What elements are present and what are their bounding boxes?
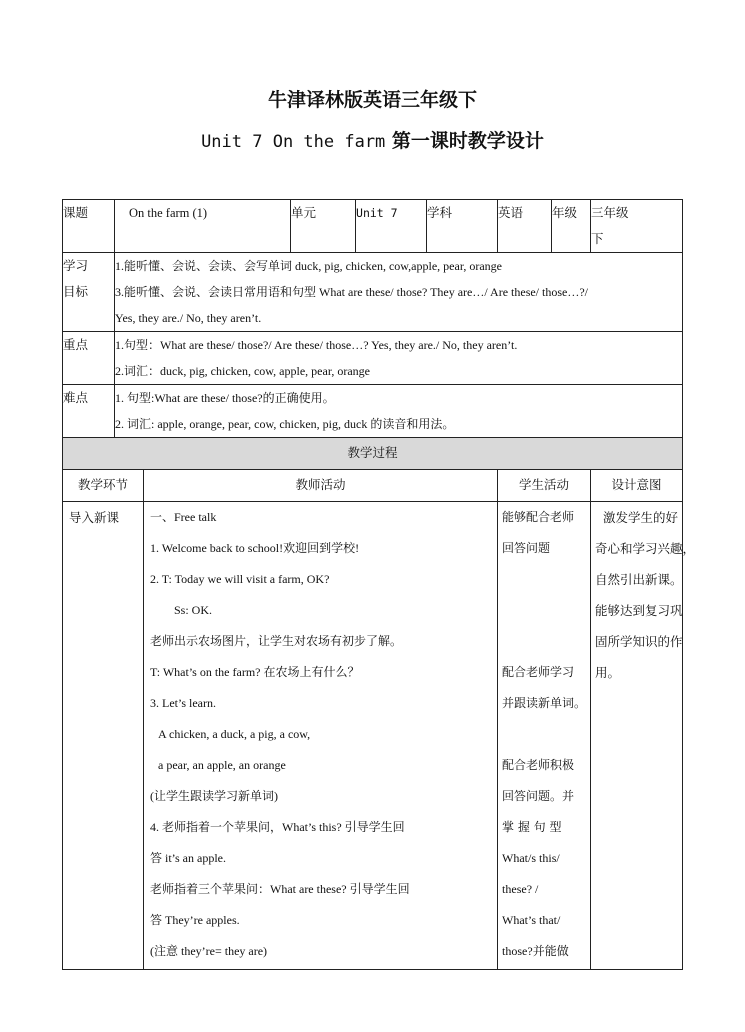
process-section-row <box>63 438 683 470</box>
intent-line: 奇心和学习兴趣， <box>595 541 696 556</box>
teacher-line: 一、Free talk <box>150 510 217 524</box>
intent-line: 用。 <box>595 665 621 680</box>
col-teacher-header: 教师活动 <box>144 470 498 502</box>
goals-line-3: Yes, they are./ No, they aren’t. <box>115 311 262 325</box>
student-line: these? / <box>502 882 539 896</box>
goals-line-2: 3.能听懂、会说、会读日常用语和句型 What are these/ those? They are…/ Are these/ those…?/ <box>115 285 589 299</box>
teacher-line: 答 it’s an apple. <box>150 851 226 865</box>
key-points-line-2: 2.词汇：duck, pig, chicken, cow, apple, pear, orange <box>115 364 370 378</box>
process-header-row <box>63 470 683 502</box>
topic-label: 课题 <box>63 200 115 253</box>
student-line: 配合老师积极 <box>502 758 575 772</box>
teacher-activity <box>144 502 498 970</box>
difficulties-line-2: 2. 词汇: apple, orange, pear, cow, chicken, pig, duck 的读音和用法。 <box>115 417 455 431</box>
col-student-header: 学生活动 <box>498 470 591 502</box>
goals-content <box>115 253 683 332</box>
grade-value <box>591 200 683 253</box>
teacher-line: T: What’s on the farm? 在农场上有什么？ <box>150 665 360 679</box>
goals-label-line-1: 学习 <box>63 258 89 273</box>
teacher-line: 2. T: Today we will visit a farm, OK? <box>150 572 330 586</box>
teacher-line: 老师指着三个苹果问：What are these? 引导学生回 <box>150 882 410 896</box>
student-line: those?并能做 <box>502 944 569 958</box>
info-row <box>63 200 683 253</box>
subtitle-unit: Unit 7 On the farm <box>201 132 386 152</box>
grade-value-line-2: 下 <box>591 231 604 246</box>
difficulties-label: 难点 <box>63 385 115 438</box>
unit-label: 单元 <box>291 200 356 253</box>
student-line: What/s this/ <box>502 851 560 865</box>
stage-intro: 导入新课 <box>63 502 144 970</box>
lesson-plan-table <box>62 199 696 970</box>
student-gap <box>502 719 586 750</box>
student-gap <box>502 626 586 657</box>
student-gap <box>502 564 586 595</box>
col-stage-header: 教学环节 <box>63 470 144 502</box>
goals-label <box>63 253 115 332</box>
student-gap <box>502 595 586 626</box>
topic-value: On the farm (1) <box>115 200 291 253</box>
goals-row <box>63 253 683 332</box>
difficulties-line-1: 1. 句型:What are these/ those?的正确使用。 <box>115 391 335 405</box>
goals-label-line-2: 目标 <box>63 284 89 299</box>
difficulties-content <box>115 385 683 438</box>
document-title: 牛津译林版英语三年级下 <box>267 89 477 111</box>
document-subtitle <box>0 126 745 153</box>
student-line: 能够配合老师 <box>502 510 575 524</box>
intent-line: 固所学知识的作 <box>595 634 683 649</box>
teacher-line: a pear, an apple, an orange <box>158 758 286 772</box>
intent-line: 激发学生的好 <box>603 510 679 525</box>
subject-label: 学科 <box>427 200 498 253</box>
teacher-line: (让学生跟读学习新单词) <box>150 789 278 803</box>
col-intent-header: 设计意图 <box>591 470 683 502</box>
intro-stage-row <box>63 502 683 970</box>
process-section-title: 教学过程 <box>63 438 683 470</box>
teacher-line: 答 They’re apples. <box>150 913 240 927</box>
teacher-line: Ss: OK. <box>174 603 213 617</box>
teacher-line: 4. 老师指着一个苹果问，What’s this? 引导学生回 <box>150 820 405 834</box>
subject-value: 英语 <box>498 200 552 253</box>
student-line: 回答问题 <box>502 541 551 555</box>
student-activity <box>498 502 591 970</box>
goals-line-1: 1.能听懂、会说、会读、会写单词 duck, pig, chicken, cow,apple, pear, orange <box>115 259 502 273</box>
student-line: 并跟读新单词。 <box>502 696 587 710</box>
grade-label: 年级 <box>552 200 591 253</box>
difficulties-row <box>63 385 683 438</box>
teacher-line: 1. Welcome back to school!欢迎回到学校! <box>150 541 360 555</box>
subtitle-lesson: 第一课时教学设计 <box>391 130 544 152</box>
teacher-line: 老师出示农场图片，让学生对农场有初步了解。 <box>150 634 403 648</box>
intent-line: 能够达到复习巩 <box>595 603 683 618</box>
student-line: 配合老师学习 <box>502 665 575 679</box>
key-points-line-1: 1.句型：What are these/ those?/ Are these/ those…? Yes, they are./ No, they aren’t. <box>115 338 518 352</box>
design-intent <box>591 502 696 970</box>
student-line: 掌 握 句 型 <box>502 820 562 834</box>
unit-value: Unit 7 <box>356 200 427 253</box>
intent-line: 自然引出新课。 <box>595 572 683 587</box>
teacher-line: (注意 they’re= they are) <box>150 944 268 958</box>
student-line: What’s that/ <box>502 913 561 927</box>
key-points-row <box>63 332 683 385</box>
key-points-content <box>115 332 683 385</box>
teacher-line: A chicken, a duck, a pig, a cow, <box>158 727 311 741</box>
key-points-label: 重点 <box>63 332 115 385</box>
student-line: 回答问题。并 <box>502 789 575 803</box>
grade-value-line-1: 三年级 <box>591 205 629 220</box>
teacher-line: 3. Let’s learn. <box>150 696 216 710</box>
